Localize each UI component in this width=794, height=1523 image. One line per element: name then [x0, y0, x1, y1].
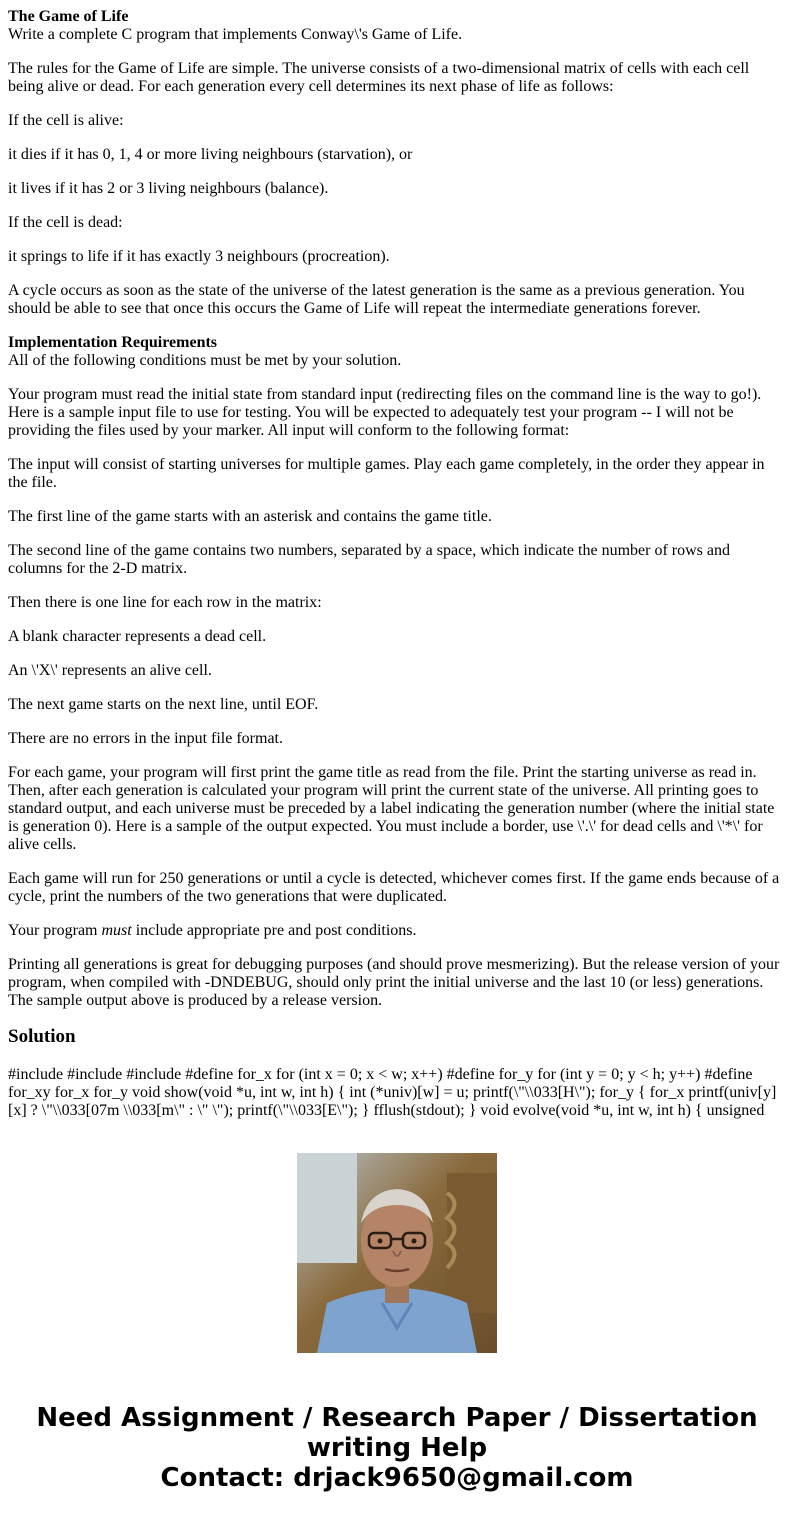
intro-text: Write a complete C program that implements Conway\'s Game of Life.	[8, 26, 463, 43]
implementation-block	[8, 334, 784, 370]
prepost-paragraph	[8, 922, 784, 940]
implementation-intro: All of the following conditions must be met by your solution.	[8, 352, 402, 369]
format-item-5: A blank character represents a dead cell.	[8, 628, 267, 645]
dead-rule: it springs to life if it has exactly 3 neighbours (procreation).	[8, 248, 390, 265]
alive-rule-2: it lives if it has 2 or 3 living neighbours (balance).	[8, 180, 329, 197]
dead-label: If the cell is dead:	[8, 214, 123, 231]
format-item-1: The input will consist of starting universes for multiple games. Play each game completely, in the order they appear in the file.	[8, 456, 765, 491]
format-item-8: There are no errors in the input file format.	[8, 730, 283, 747]
article-content	[8, 8, 784, 1119]
output-paragraph: For each game, your program will first print the game title as read from the file. Print the starting universe as read in. Then, after each generation is calculated your program will print the current state of the universe. All printing goes to standard output, and each universe must be preceded by a label indicating the generation number (where the initial state is generation 0). Here is a sample of the output expected. You must include a border, use \'.\' for dead cells and \'*\' for alive cells.	[8, 764, 775, 853]
alive-label: If the cell is alive:	[8, 112, 124, 129]
format-item-2: The first line of the game starts with an asterisk and contains the game title.	[8, 508, 492, 525]
run-paragraph: Each game will run for 250 generations or until a cycle is detected, whichever comes first. If the game ends because of a cycle, print the numbers of the two generations that were duplicated.	[8, 870, 780, 905]
format-item-7: The next game starts on the next line, until EOF.	[8, 696, 319, 713]
page-title: The Game of Life	[8, 8, 129, 25]
release-paragraph: Printing all generations is great for debugging purposes (and should prove mesmerizing). But the release version of your program, when compiled with -DNDEBUG, should only print the initial universe and the last 10 (or less) generations. The sample output above is produced by a release version.	[8, 956, 780, 1009]
format-item-4: Then there is one line for each row in the matrix:	[8, 594, 322, 611]
format-item-6: An \'X\' represents an alive cell.	[8, 662, 212, 679]
rules-intro: The rules for the Game of Life are simple. The universe consists of a two-dimensional matrix of cells with each cell being alive or dead. For each generation every cell determines its next phase of life as follows:	[8, 60, 750, 95]
banner-line-1: Need Assignment / Research Paper / Dissertation	[36, 1403, 758, 1433]
banner-line-2: writing Help	[306, 1433, 488, 1463]
input-paragraph: Your program must read the initial state from standard input (redirecting files on the command line is the way to go!). Here is a sample input file to use for testing. You will be expected to adequately test your program -- I will not be providing the files used by your marker. All input will conform to the following format:	[8, 386, 762, 439]
cycle-paragraph: A cycle occurs as soon as the state of the universe of the latest generation is the same as a previous generation. You should be able to see that once this occurs the Game of Life will repeat the intermediate generations forever.	[8, 282, 745, 317]
solution-code: #include #include #include #define for_x for (int x = 0; x < w; x++) #define for_y for (int y = 0; y < h; y++) #define for_xy for_x for_y void show(void *u, int w, int h) { int (*univ)[w] = u; printf(\"\\033[H\"); for_y { for_x printf(univ[y][x] ? \"\\033[07m \\033[m\" : \" \"); printf(\"\\033[E\"); } fflush(stdout); } void evolve(void *u, int w, int h) { unsigned	[8, 1066, 777, 1119]
alive-rule-1: it dies if it has 0, 1, 4 or more living neighbours (starvation), or	[8, 146, 413, 163]
implementation-heading: Implementation Requirements	[8, 334, 218, 351]
author-avatar	[297, 1153, 497, 1353]
prepost-emphasis: must	[101, 922, 132, 939]
contact-email: Contact: drjack9650@gmail.com	[160, 1463, 634, 1493]
intro-block	[8, 8, 784, 44]
contact-banner	[0, 1403, 794, 1493]
author-portrait-image	[297, 1153, 497, 1353]
prepost-after: include appropriate pre and post conditions.	[131, 922, 417, 939]
prepost-before: Your program	[8, 922, 102, 939]
format-item-3: The second line of the game contains two numbers, separated by a space, which indicate the number of rows and columns for the 2-D matrix.	[8, 542, 730, 577]
solution-heading: Solution	[8, 1026, 76, 1047]
